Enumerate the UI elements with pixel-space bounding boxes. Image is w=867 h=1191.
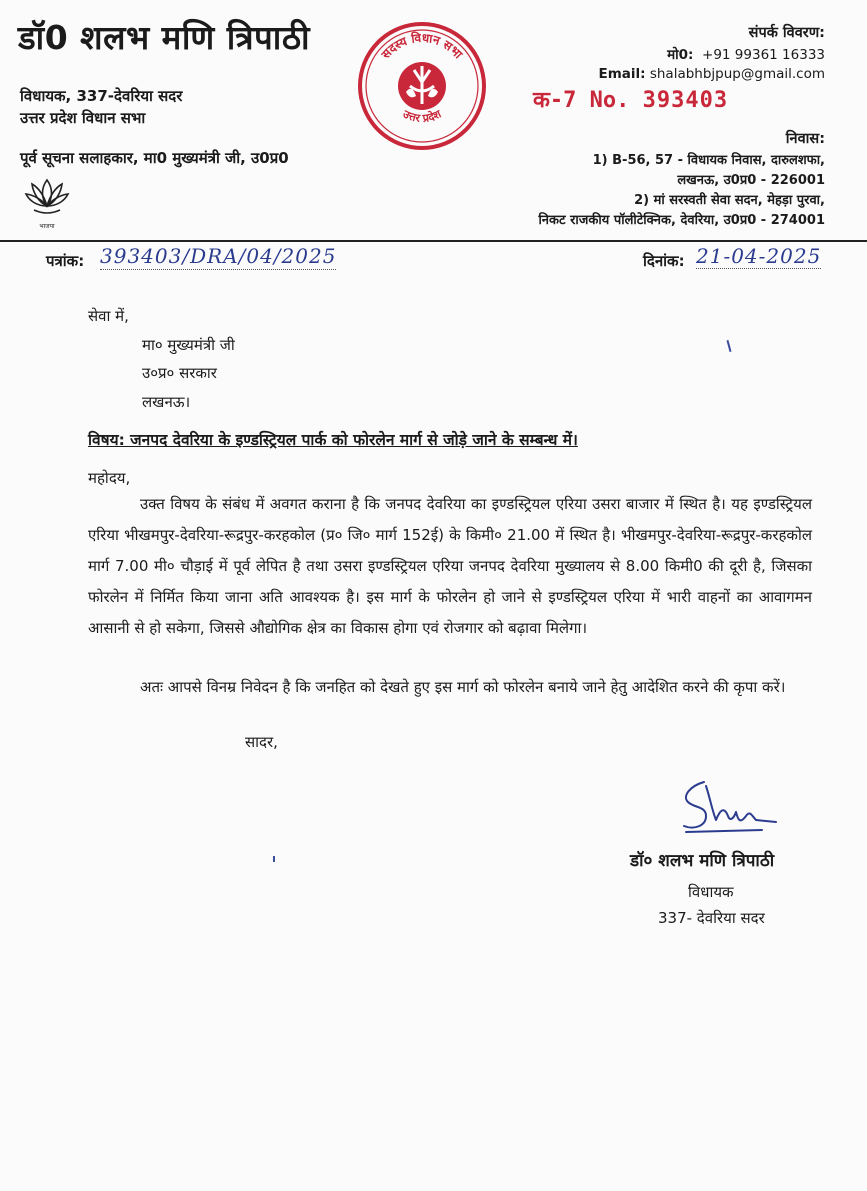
residence-heading: निवास: <box>785 131 825 147</box>
ink-mark <box>726 340 731 352</box>
letterhead-assembly: उत्तर प्रदेश विधान सभा <box>20 109 146 127</box>
lotus-logo-icon <box>24 174 70 232</box>
addressee-line3: लखनऊ। <box>142 393 191 411</box>
logo-text: भाजपा <box>39 223 55 230</box>
contact-mobile <box>667 45 825 63</box>
contact-email <box>598 66 825 82</box>
signatory-designation: विधायक <box>688 883 734 901</box>
handwritten-signature <box>676 776 780 838</box>
contact-heading: संपर्क विवरण: <box>748 25 825 41</box>
email-label: Email: <box>598 66 646 82</box>
letterhead-constituency: विधायक, 337-देवरिया सदर <box>20 87 183 105</box>
address2-line1: 2) मां सरस्वती सेवा सदन, मेहड़ा पुरवा, <box>634 193 825 208</box>
body-paragraph-2: अतः आपसे विनम्र निवेदन है कि जनहित को देखते हुए इस मार्ग को फोरलेन बनाये जाने हेतु आदेशित करने की कृपा करें। <box>140 678 786 696</box>
seal-bottom-text: उत्तर प्रदेश <box>400 107 444 125</box>
serial-prefix: क-7 No. <box>533 88 630 113</box>
seal-top-text: सदस्य विधान सभा <box>378 30 466 62</box>
serial-stamp <box>533 84 728 114</box>
ink-mark <box>273 856 275 862</box>
salutation: सेवा में, <box>88 307 129 325</box>
email-address: shalabhbjpup@gmail.com <box>649 66 825 82</box>
body-paragraph-1: उक्त विषय के संबंध में अवगत कराना है कि जनपद देवरिया का इण्डस्ट्रियल एरिया उसरा बाजार में स्थित है। यह इण्डस्ट्रियल एरिया भीखमपुर-देवरिया-रूद्रपुर-करहकोल (प्र० जि० मार्ग 152ई) के किमी० 21.00 में स्थित है। भीखमपुर-देवरिया-रूद्रपुर-करहकोल मार्ग 7.00 मी० चौड़ाई में पूर्व लेपित है तथा उसरा इण्डस्ट्रियल एरिया जनपद देवरिया मुख्यालय से 8.00 किमी0 की दूरी है, जिसका फोरलेन में निर्मित किया जाना अति आवश्यक है। इस मार्ग के फोरलेन हो जाने से इण्डस्ट्रियल एरिया में भारी वाहनों का आवागमन आसानी से हो सकेगा, जिससे औद्योगिक क्षेत्र का विकास होगा एवं रोजगार को बढ़ावा मिलेगा। <box>88 495 812 637</box>
closing: सादर, <box>245 733 278 751</box>
signatory-constituency: 337- देवरिया सदर <box>658 909 765 927</box>
assembly-seal <box>356 20 488 152</box>
letterhead-former-post: पूर्व सूचना सलाहकार, मा0 मुख्यमंत्री जी, उ0प्र0 <box>20 149 289 167</box>
mobile-number: +91 99361 16333 <box>702 47 825 63</box>
address1-line1: 1) B-56, 57 - विधायक निवास, दारुलशफा, <box>592 153 825 168</box>
serial-number: 393403 <box>642 88 729 113</box>
header-divider <box>0 240 867 242</box>
letterhead-name: डॉ0 शलभ मणि त्रिपाठी <box>18 18 311 57</box>
subject-line: विषय: जनपद देवरिया के इण्डस्ट्रियल पार्क को फोरलेन मार्ग से जोड़े जाने के सम्बन्ध में। <box>88 431 578 449</box>
signatory-name: डॉ० शलभ मणि त्रिपाठी <box>630 851 775 871</box>
addressee-line2: उ०प्र० सरकार <box>142 364 217 382</box>
date-label: दिनांक: <box>643 252 685 270</box>
address2-line2: निकट राजकीय पॉलीटेक्निक, देवरिया, उ0प्र0 - 274001 <box>538 213 825 228</box>
addressee-line1: मा० मुख्यमंत्री जी <box>142 336 235 354</box>
patrank-value: 393403/DRA/04/2025 <box>100 244 337 268</box>
greeting: महोदय, <box>88 469 131 487</box>
seal-emblem-icon <box>398 62 446 110</box>
patrank-label: पत्रांक: <box>46 252 85 270</box>
date-value: 21-04-2025 <box>696 244 822 268</box>
mobile-label: मो0: <box>667 47 694 63</box>
address1-line2: लखनऊ, उ0प्र0 - 226001 <box>677 173 825 188</box>
